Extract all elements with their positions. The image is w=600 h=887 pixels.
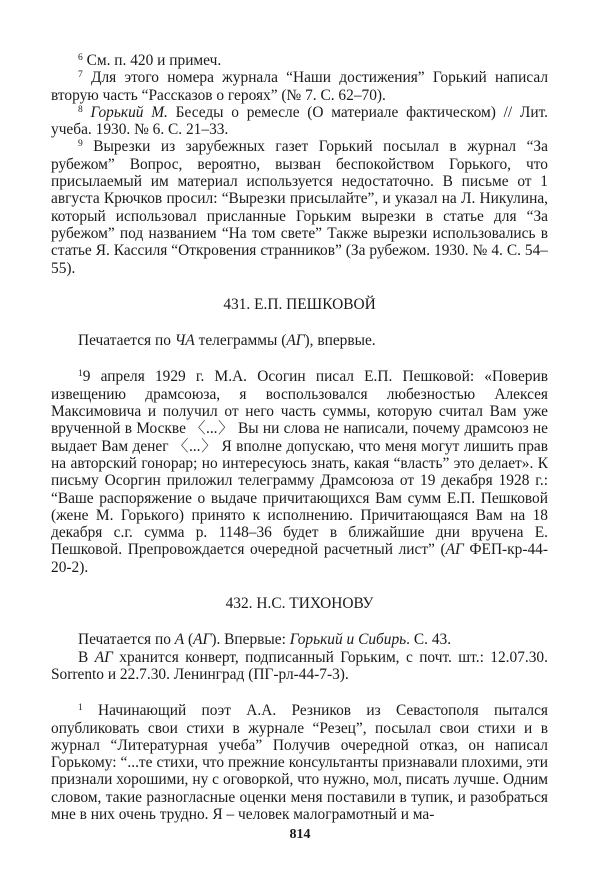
archive-abbrev: АГ bbox=[94, 648, 113, 666]
envelope-text: хранится конверт, подписанный Горьким, с почт. шт.: 12.07.30. Sorrento и 22.7.30. Ленинград (ПГ-рл-44-7-3). bbox=[51, 648, 548, 683]
section-heading-431: 431. Е.П. ПЕШКОВОЙ bbox=[223, 295, 376, 313]
footnote-number: 7 bbox=[78, 70, 83, 81]
footnote-number: 8 bbox=[78, 104, 83, 115]
section-heading-432: 432. Н.С. ТИХОНОВУ bbox=[225, 595, 374, 613]
source-abbrev: ЧА bbox=[174, 332, 195, 350]
footnote-text: Для этого номера журнала “Наши достижения” Горький написал вторую часть “Рассказов о героях” (№ 7. С. 62–70). bbox=[51, 69, 548, 104]
commentary-432-1 bbox=[51, 702, 548, 823]
commentary-text: 9 апреля 1929 г. М.А. Осогин писал Е.П. Пешковой: «Поверив извещению драмсоюза, я воспользовался любезностью Алексея Максимовича и получил от него часть суммы, которую считал Вам уже врученной в Москве 〈...〉 Вы ни слова не написали, почему драмсоюз не выдает Вам денег 〈...〉 Я вполне допускаю, что меня могут лишить прав на авторский гонорар; но интересуюсь знать, какая “власть” это делает». К письму Осоргин приложил телеграмму Драмсоюза от 19 декабря 1928 г.: “Ваше распоряжение о выдаче причитающихся Вам сумм Е.П. Пешковой (жене М. Горького) принято к исполнению. Причитающаяся Вам на 18 декабря с.г. сумма р. 1148–36 будет в ближайшие дни вручена Е. Пешковой. Препровождается очередной расчетный лист” ( bbox=[51, 368, 548, 559]
page-number: 814 bbox=[289, 827, 311, 842]
page-body bbox=[51, 52, 548, 823]
source-abbrev: А bbox=[174, 631, 185, 649]
envelope-text: В bbox=[78, 648, 95, 666]
source-text: ), впервые. bbox=[304, 332, 376, 350]
envelope-note-432 bbox=[51, 649, 548, 684]
source-note-432 bbox=[51, 631, 548, 648]
commentary-431-1 bbox=[51, 368, 548, 576]
footnote-text: См. п. 420 и примеч. bbox=[86, 52, 222, 69]
commentary-text: Начинающий поэт А.А. Резников из Севастополя пытался опубликовать свои стихи в журнале “Резец”, посылал свои стихи и в журнал “Литературная учеба” Получив очередной отказ, он написал Горькому: “...те стихи, что прежние консультанты признавали плохими, эти признали хорошими, ну с оговоркой, что нужно, мол, писать лучше. Одним словом, такие разногласные оценки меня поставили в тупик, и разобраться мне в них очень трудно. Я – человек малограмотный и ма- bbox=[51, 702, 548, 823]
source-text: ( bbox=[184, 631, 194, 649]
archive-abbrev: АГ bbox=[193, 631, 212, 649]
footnote-number: 1 bbox=[78, 703, 83, 714]
source-text: . С. 43. bbox=[406, 631, 452, 649]
source-text: Печатается по bbox=[78, 332, 175, 350]
archive-ref: ФЕП-кр-44-20-2). bbox=[51, 541, 548, 576]
footnote-text: Вырезки из зарубежных газет Горький посылал в журнал “За рубежом” Вопрос, вероятно, вызван беспокойством Горького, что присылаемый им материал используется недостаточно. В письме от 1 августа Крючков просил: “Вырезки присылайте”, и указал на Л. Никулина, который использовал присланные Горьким вырезки в статье для “За рубежом” под названием “На том свете” Также вырезки использовались в статье Я. Кассиля “Откровения странников” (За рубежом. 1930. № 4. С. 54–55). bbox=[51, 138, 548, 277]
source-text: ). Впервые: bbox=[211, 631, 290, 649]
publication-title: Горький и Сибирь bbox=[289, 631, 407, 649]
footnote-number: 6 bbox=[78, 53, 83, 63]
source-text: телеграммы ( bbox=[194, 332, 287, 350]
archive-abbrev: АГ bbox=[445, 541, 464, 559]
footnote-9 bbox=[51, 138, 548, 276]
footnote-8 bbox=[51, 104, 548, 139]
source-note-431 bbox=[51, 332, 548, 349]
source-text: Печатается по bbox=[78, 631, 175, 649]
archive-abbrev: АГ bbox=[286, 332, 305, 350]
footnote-text: Беседы о ремесле (О материале фактическом) // Лит. учеба. 1930. № 6. С. 21–33. bbox=[51, 103, 549, 139]
footnote-author: Горький М. bbox=[90, 103, 168, 121]
footnote-number: 1 bbox=[78, 369, 83, 380]
footnote-6 bbox=[51, 52, 548, 69]
footnote-7 bbox=[51, 69, 548, 104]
footnote-number: 9 bbox=[78, 139, 83, 150]
